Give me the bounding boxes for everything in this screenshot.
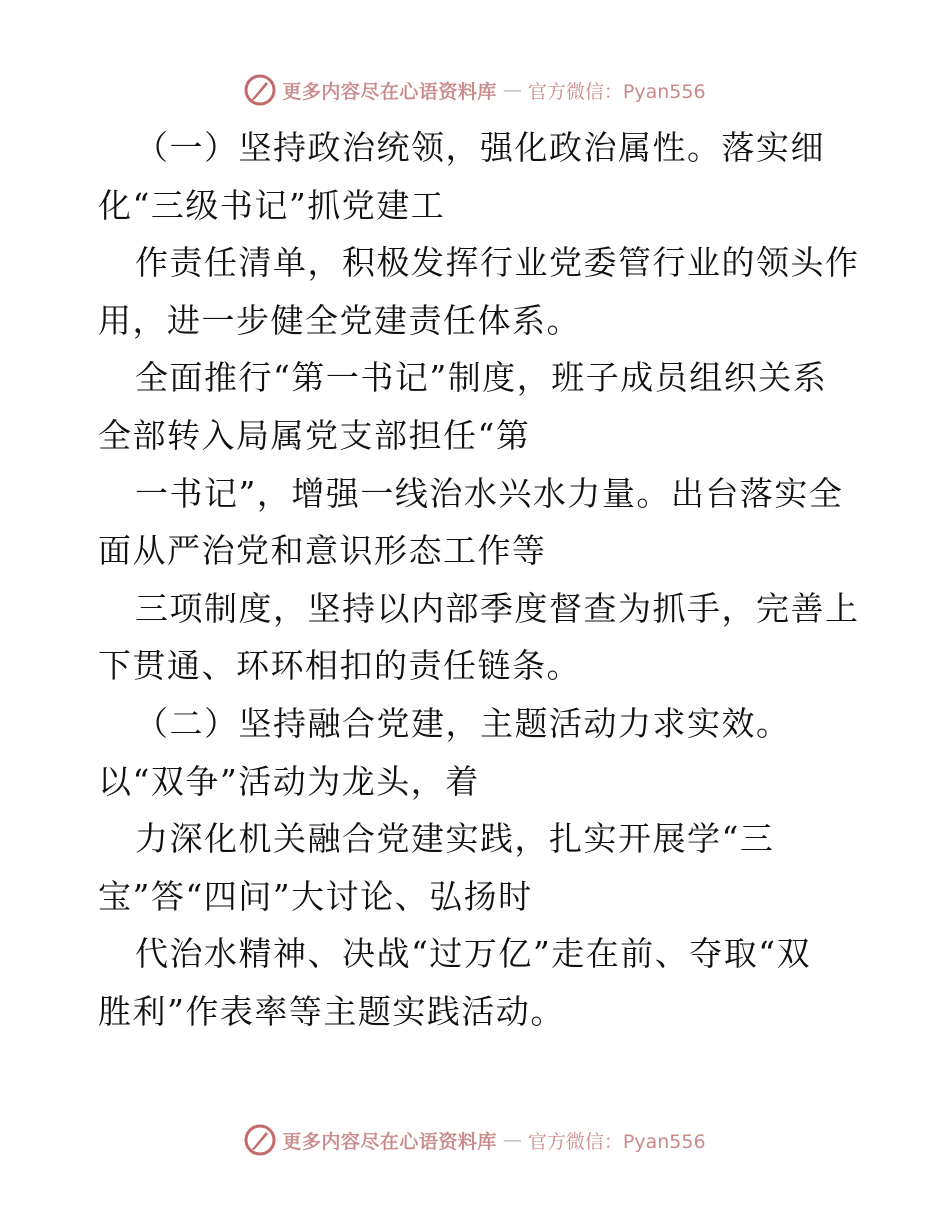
text-line: 下贯通、环环相扣的责任链条。 xyxy=(98,646,581,686)
text-line: 以“双争”活动为龙头，着 xyxy=(98,761,480,801)
text-line: 作责任清单，积极发挥行业党委管行业的领头作 xyxy=(135,243,860,283)
text-line: 代治水精神、决战“过万亿”走在前、夺取“双 xyxy=(135,934,812,974)
watermark-contact-text: 官方微信：Pyan556 xyxy=(527,80,706,103)
text-line: 胜利”作表率等主题实践活动。 xyxy=(98,991,565,1031)
footer-watermark xyxy=(0,1120,950,1160)
watermark-contact-text: 官方微信：Pyan556 xyxy=(527,1130,706,1153)
text-line: （一）坚持政治统领，强化政治属性。落实细 xyxy=(135,128,825,167)
quill-logo-icon xyxy=(244,1124,276,1156)
text-line: 用，进一步健全党建责任体系。 xyxy=(98,300,581,340)
header-watermark xyxy=(0,70,950,110)
quill-logo-icon xyxy=(244,74,276,106)
text-line: （二）坚持融合党建，主题活动力求实效。 xyxy=(135,703,791,743)
watermark-dash: — xyxy=(502,1129,522,1151)
text-line: 力深化机关融合党建实践，扎实开展学“三 xyxy=(135,819,775,859)
document-body xyxy=(98,119,868,1041)
watermark-brand-text: 更多内容尽在心语资料库 xyxy=(282,1130,497,1153)
watermark-brand-text: 更多内容尽在心语资料库 xyxy=(282,80,497,103)
text-line: 全部转入局属党支部担任“第 xyxy=(98,415,531,455)
text-line: 三项制度，坚持以内部季度督查为抓手，完善上 xyxy=(135,588,860,628)
text-line: 全面推行“第一书记”制度，班子成员组织关系 xyxy=(135,358,828,398)
watermark-dash: — xyxy=(502,79,522,101)
text-line: 面从严治党和意识形态工作等 xyxy=(98,531,547,571)
text-line: 一书记”，增强一线治水兴水力量。出台落实全 xyxy=(135,473,844,513)
text-line: 宝”答“四问”大讨论、弘扬时 xyxy=(98,876,533,916)
text-line: 化“三级书记”抓党建工 xyxy=(98,185,446,225)
